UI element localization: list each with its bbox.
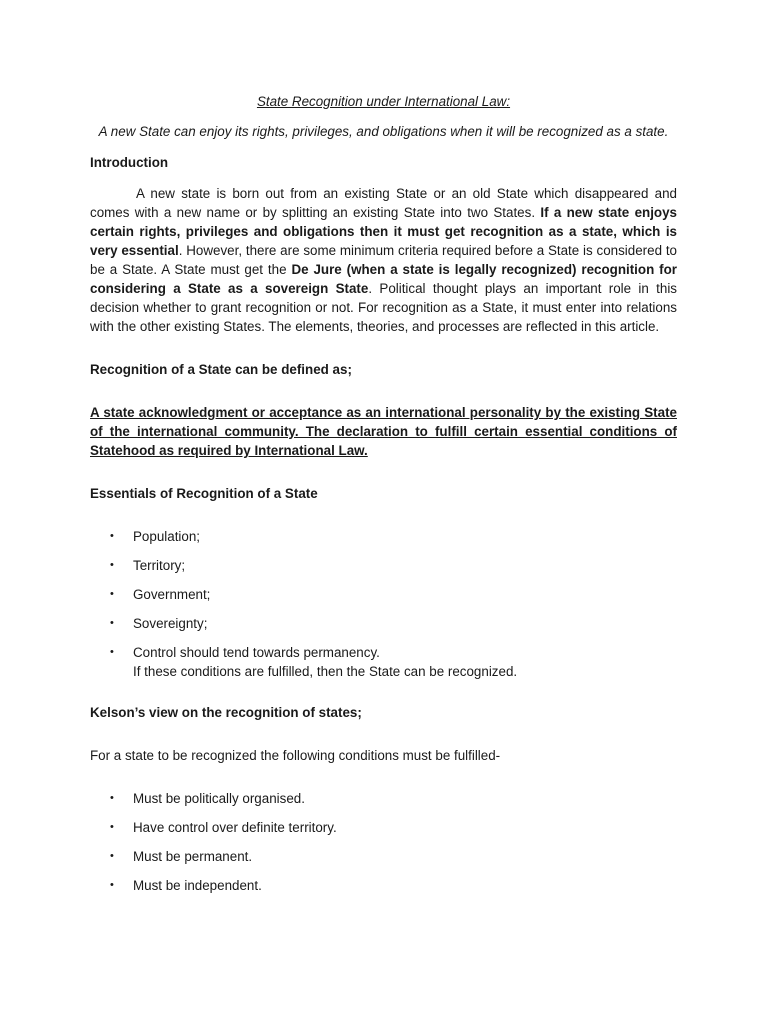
list-item — [90, 847, 677, 866]
list-item — [90, 556, 677, 575]
bullet-icon: • — [110, 850, 114, 862]
list-item-text: Territory; — [133, 558, 186, 573]
list-item-text: Control should tend towards permanency. — [133, 645, 380, 660]
intro-text-3: . Political thought plays an important role in this decision whether to grant recognition or not. For recognition as a State, it must enter into relations with the other existing States. The elements, theories, and processes are reflected in this article. — [90, 281, 677, 334]
intro-heading: Introduction — [90, 155, 169, 170]
bullet-icon: • — [110, 646, 114, 658]
list-item-text: Government; — [133, 587, 211, 602]
document-title: State Recognition under International Law: — [256, 94, 511, 109]
definition-heading: Recognition of a State can be defined as; — [90, 362, 352, 377]
kelson-heading: Kelson’s view on the recognition of states; — [90, 705, 362, 720]
list-item — [90, 643, 677, 681]
bullet-icon: • — [110, 879, 114, 891]
definition-text: A state acknowledgment or acceptance as an international personality by the existing State of the international community. The declaration to fulfill certain essential conditions of Statehood as required by International Law. — [90, 405, 677, 458]
essentials-note: If these conditions are fulfilled, then the State can be recognized. — [133, 664, 518, 679]
essentials-heading: Essentials of Recognition of a State — [90, 486, 318, 501]
list-item — [90, 789, 677, 808]
document-body — [90, 92, 677, 905]
kelson-list — [90, 789, 677, 895]
list-item-text: Must be permanent. — [133, 849, 253, 864]
bullet-icon: • — [110, 617, 114, 629]
list-item — [90, 585, 677, 604]
kelson-intro: For a state to be recognized the following conditions must be fulfilled- — [90, 748, 501, 763]
list-item-text: Must be politically organised. — [133, 791, 305, 806]
intro-bold-1: If a new state enjoys certain rights, privileges and obligations then it must get recognition as a state, which is very essential — [90, 205, 677, 258]
list-item-text: Population; — [133, 529, 201, 544]
bullet-icon: • — [110, 559, 114, 571]
list-item-text: Sovereignty; — [133, 616, 208, 631]
bullet-icon: • — [110, 530, 114, 542]
bullet-icon: • — [110, 792, 114, 804]
list-item-text: Have control over definite territory. — [133, 820, 337, 835]
list-item — [90, 614, 677, 633]
intro-text-1: A new state is born out from an existing State or an old State which disappeared and comes with a new name or by splitting an existing State into two States. — [90, 186, 677, 220]
document-subtitle: A new State can enjoy its rights, privileges, and obligations when it will be recognized as a state. — [98, 124, 669, 139]
intro-paragraph — [90, 184, 677, 336]
essentials-list — [90, 527, 677, 681]
list-item — [90, 818, 677, 837]
intro-bold-2: De Jure (when a state is legally recognized) recognition for considering a State as a sovereign State — [90, 262, 677, 296]
bullet-icon: • — [110, 588, 114, 600]
bullet-icon: • — [110, 821, 114, 833]
list-item — [90, 876, 677, 895]
list-item — [90, 527, 677, 546]
intro-text-2: . However, there are some minimum criteria required before a State is considered to be a State. A State must get the — [90, 243, 677, 277]
list-item-text: Must be independent. — [133, 878, 262, 893]
